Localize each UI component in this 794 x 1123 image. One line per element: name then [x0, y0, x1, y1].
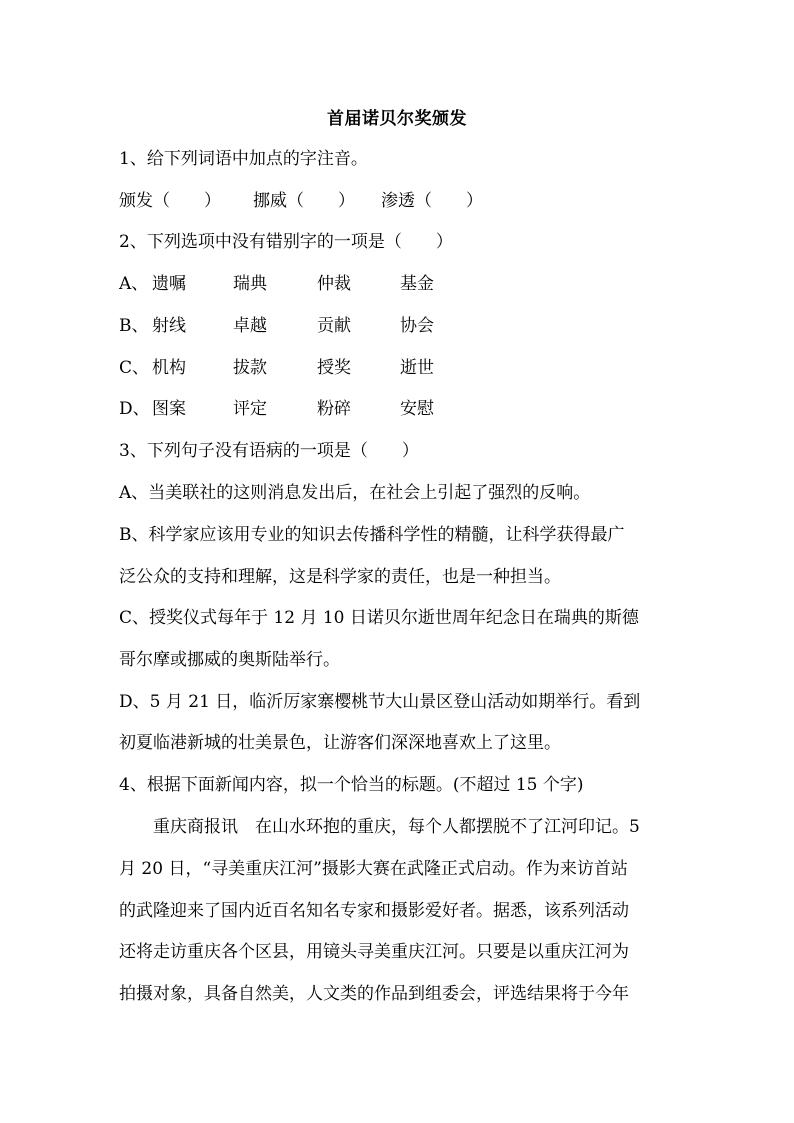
q4-passage-line: 月 20 日，“寻美重庆江河”摄影大赛在武隆正式启动。作为来访首站	[119, 859, 628, 879]
option-word: 射线	[152, 316, 186, 336]
option-word: 仲裁	[317, 274, 351, 294]
q3-line: 初夏临港新城的壮美景色，让游客们深深地喜欢上了这里。	[119, 733, 561, 753]
option-word: 拔款	[233, 358, 267, 378]
q3-line: B、科学家应该用专业的知识去传播科学性的精髓，让科学获得最广	[119, 525, 625, 545]
q3-line: C、授奖仪式每年于 12 月 10 日诺贝尔逝世周年纪念日在瑞典的斯德	[119, 608, 639, 628]
q1-item-3: 渗透（ ）	[381, 191, 483, 211]
q3-line: 泛公众的支持和理解，这是科学家的责任，也是一种担当。	[119, 567, 561, 587]
q4-passage-line: 重庆商报讯 在山水环抱的重庆，每个人都摆脱不了江河印记。5	[119, 817, 640, 837]
option-word: 评定	[233, 399, 267, 419]
option-word: 卓越	[233, 316, 267, 336]
option-word: 图案	[152, 399, 186, 419]
option-word: 机构	[152, 358, 186, 378]
question-3-prompt: 3、下列句子没有语病的一项是（ ）	[119, 441, 419, 461]
option-word: 协会	[400, 316, 434, 336]
q4-passage-line: 还将走访重庆各个区县，用镜头寻美重庆江河。只要是以重庆江河为	[119, 942, 629, 962]
option-letter: A、	[119, 274, 149, 294]
option-word: 瑞典	[233, 274, 267, 294]
q4-passage-line: 拍摄对象，具备自然美，人文类的作品到组委会，评选结果将于今年	[119, 984, 629, 1004]
option-word: 遗嘱	[152, 274, 186, 294]
question-2-prompt: 2、下列选项中没有错别字的一项是（ ）	[119, 232, 453, 252]
q1-item-2: 挪威（ ）	[253, 191, 355, 211]
option-letter: B、	[119, 316, 149, 336]
q3-line: A、当美联社的这则消息发出后，在社会上引起了强烈的反响。	[119, 483, 591, 503]
document-title: 首届诺贝尔奖颁发	[327, 109, 467, 129]
option-word: 授奖	[317, 358, 351, 378]
question-4-prompt: 4、根据下面新闻内容，拟一个恰当的标题。(不超过 15 个字)	[119, 775, 584, 795]
q3-line: D、5 月 21 日，临沂厉家寨樱桃节大山景区登山活动如期举行。看到	[119, 692, 641, 712]
question-1-prompt: 1、给下列词语中加点的字注音。	[119, 149, 368, 169]
option-word: 贡献	[317, 316, 351, 336]
option-word: 安慰	[400, 399, 434, 419]
option-word: 逝世	[400, 358, 434, 378]
q4-passage-line: 的武隆迎来了国内近百名知名专家和摄影爱好者。据悉，该系列活动	[119, 901, 629, 921]
option-letter: D、	[119, 399, 150, 419]
q1-item-1: 颁发（ ）	[119, 191, 221, 211]
option-word: 基金	[400, 274, 434, 294]
option-word: 粉碎	[317, 399, 351, 419]
q3-line: 哥尔摩或挪威的奥斯陆举行。	[119, 650, 340, 670]
option-letter: C、	[119, 358, 150, 378]
